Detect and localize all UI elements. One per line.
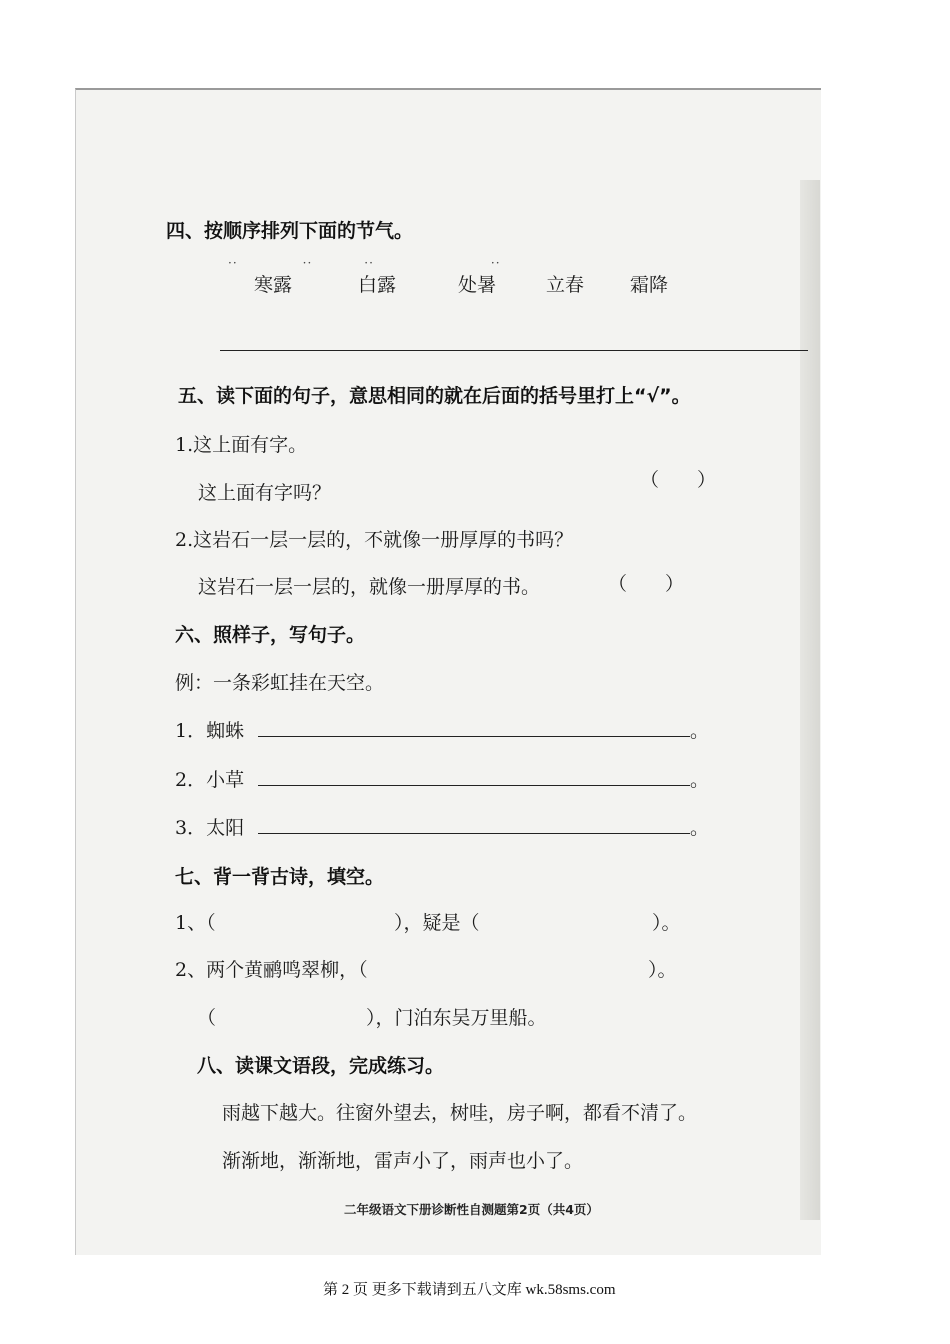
s6-item-1-label: 1．蜘蛛: [175, 720, 245, 742]
page-edge-shadow: [800, 180, 820, 1220]
s5-item-2-answer-paren[interactable]: （ ）: [608, 573, 685, 595]
s7-line-2-start: 2、两个黄鹂鸣翠柳，（: [175, 959, 368, 981]
s6-item-3-answer-line[interactable]: [258, 833, 690, 834]
page-footer: 二年级语文下册诊断性自测题第2页（共4页）: [344, 1202, 599, 1217]
s5-item-1-answer-paren[interactable]: （ ）: [640, 469, 717, 491]
section-4-title: 四、按顺序排列下面的节气。: [166, 220, 414, 242]
s5-item-2-sentence-a: 2.这岩石一层一层的，不就像一册厚厚的书吗？: [175, 529, 574, 551]
s7-line-3-start: （: [197, 1007, 217, 1029]
term-shuangjiang: 霜降: [630, 274, 669, 296]
term-chushu: 处暑: [458, 274, 497, 296]
s7-line-1-middle: ），疑是（: [394, 912, 480, 934]
answer-line-order[interactable]: [220, 350, 808, 351]
s6-item-3-label: 3．太阳: [175, 817, 245, 839]
s5-item-2-sentence-b: 这岩石一层一层的，就像一册厚厚的书。: [198, 576, 541, 598]
s7-line-1-end: ）。: [652, 912, 681, 934]
section-8-title: 八、读课文语段，完成练习。: [197, 1055, 445, 1077]
s8-paragraph-2: 渐渐地，渐渐地，雷声小了，雨声也小了。: [222, 1150, 584, 1172]
s5-item-1-sentence-a: 1.这上面有字。: [175, 434, 308, 456]
s6-item-1-answer-line[interactable]: [258, 736, 690, 737]
section-6-title: 六、照样子，写句子。: [175, 624, 366, 646]
term-lichun: 立春: [546, 274, 585, 296]
s6-item-2-period: 。: [690, 769, 710, 791]
s5-item-1-sentence-b: 这上面有字吗？: [198, 482, 332, 504]
s6-item-3-period: 。: [690, 817, 710, 839]
s8-paragraph-1: 雨越下越大。往窗外望去，树哇，房子啊，都看不清了。: [222, 1102, 698, 1124]
emphasis-dots: ·· ·· ·· ··: [228, 256, 501, 270]
term-bailu: 白露: [358, 274, 397, 296]
section-5-title: 五、读下面的句子，意思相同的就在后面的括号里打上“√”。: [178, 385, 691, 407]
term-hanlu: 寒露: [254, 274, 293, 296]
s6-item-2-label: 2．小草: [175, 769, 245, 791]
s7-line-2-end: ）。: [648, 959, 677, 981]
s6-item-2-answer-line[interactable]: [258, 785, 690, 786]
s6-example: 例：一条彩虹挂在天空。: [175, 672, 385, 694]
s7-line-1-start: 1、（: [175, 912, 216, 934]
bottom-download-note: 第 2 页 更多下载请到五八文库 wk.58sms.com: [323, 1282, 616, 1298]
s6-item-1-period: 。: [690, 720, 710, 742]
section-7-title: 七、背一背古诗，填空。: [175, 866, 385, 888]
s7-line-3-end: ），门泊东吴万里船。: [366, 1007, 547, 1029]
